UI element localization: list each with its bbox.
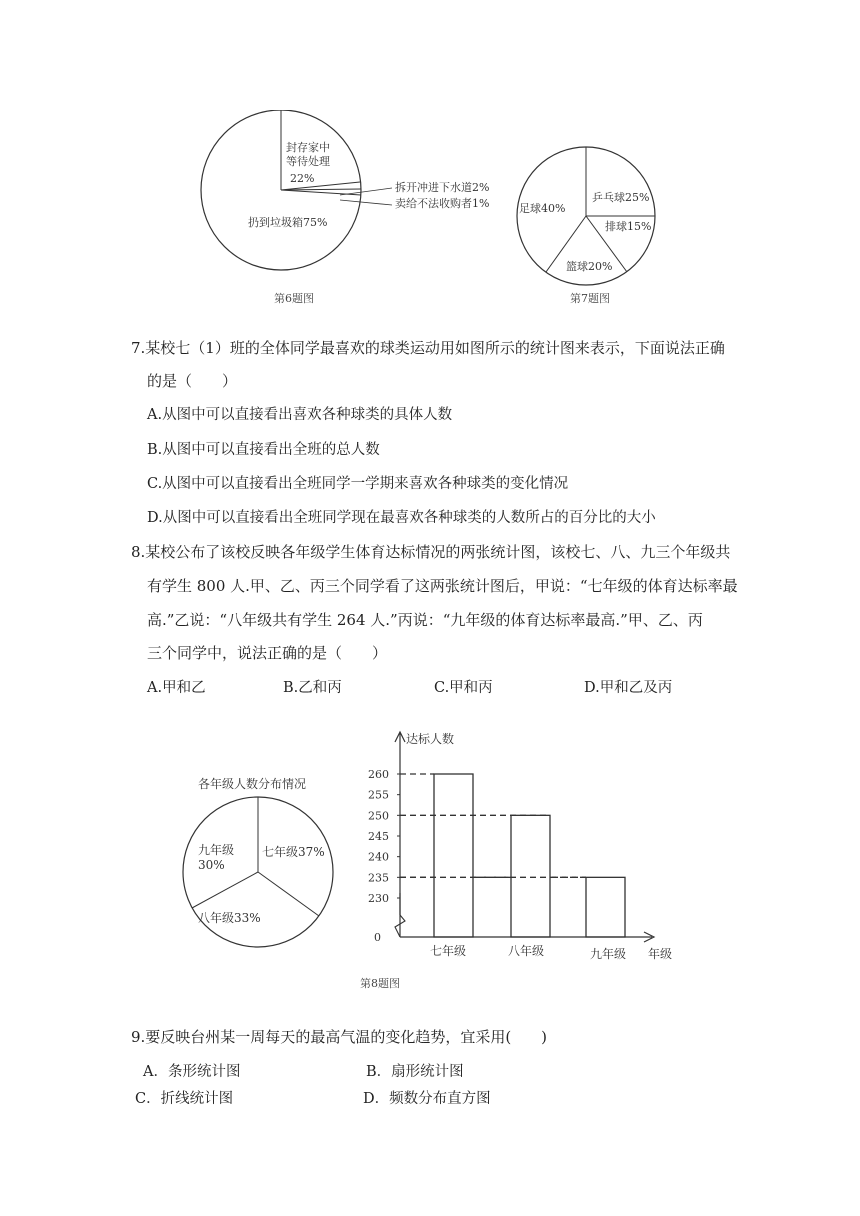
fig6-label-trash: 扔到垃圾箱75% <box>248 216 328 229</box>
q7-option-d: D.从图中可以直接看出全班同学现在最喜欢各种球类的人数所占的百分比的大小 <box>147 510 656 526</box>
fig6-label-stored-value: 22% <box>290 172 315 185</box>
fig8-pie-title: 各年级人数分布情况 <box>198 777 307 791</box>
q7-stem-line-2: 的是（ ） <box>147 372 238 390</box>
q8-stem-line-3: 高.”乙说：“八年级共有学生 264 人.”丙说：“九年级的体育达标率最高.”甲、乙、丙 <box>147 611 703 629</box>
fig7-label-pingpong: 乒乓球25% <box>592 191 650 204</box>
y-tick-label-0: 0 <box>374 931 381 944</box>
fig6-label-stored-2: 等待处理 <box>286 155 330 168</box>
y-tick-label-255: 255 <box>368 788 389 802</box>
fig6-divider-3 <box>281 190 361 195</box>
figure-6-pie-chart <box>190 110 510 310</box>
fig8-divider-right <box>258 872 319 916</box>
q7-option-c: C.从图中可以直接看出全班同学一学期来喜欢各种球类的变化情况 <box>147 476 569 492</box>
fig6-label-sold: 卖给不法收购者1% <box>395 197 490 210</box>
fig7-label-football: 足球40% <box>519 202 566 215</box>
bar-七年级 <box>434 774 473 937</box>
fig8-label-grade9-value: 30% <box>198 858 225 872</box>
x-axis-label: 年级 <box>648 947 673 961</box>
q9-option-a: A．条形统计图 <box>143 1064 241 1080</box>
y-tick-label-240: 240 <box>368 850 389 864</box>
q8-stem-line-2: 有学生 800 人.甲、乙、丙三个同学看了这两张统计图后，甲说：“七年级的体育达标率最 <box>147 577 738 595</box>
q8-option-c: C.甲和丙 <box>434 680 493 696</box>
fig6-caption: 第6题图 <box>274 292 314 305</box>
fig6-label-stored-1: 封存家中 <box>286 141 330 154</box>
y-tick-group <box>368 768 400 905</box>
q9-option-d: D．频数分布直方图 <box>363 1091 491 1107</box>
q7-option-a: A.从图中可以直接看出喜欢各种球类的具体人数 <box>147 407 453 423</box>
y-tick-label-235: 235 <box>368 871 389 885</box>
q8-option-a: A.甲和乙 <box>147 680 206 696</box>
bar-九年级 <box>586 877 625 937</box>
q8-option-b: B.乙和丙 <box>283 680 342 696</box>
fig8-caption: 第8题图 <box>360 977 400 990</box>
q9-option-b: B．扇形统计图 <box>366 1064 464 1080</box>
q7-stem-line-1: 7.某校七（1）班的全体同学最喜欢的球类运动用如图所示的统计图来表示，下面说法正确 <box>131 339 725 357</box>
x-tick-grade8: 八年级 <box>508 944 545 958</box>
x-tick-grade9: 九年级 <box>590 947 627 961</box>
y-tick-label-245: 245 <box>368 830 389 843</box>
q8-stem-line-1: 8.某校公布了该校反映各年级学生体育达标情况的两张统计图，该校七、八、九三个年级共 <box>131 543 731 561</box>
figure-7-pie-chart <box>510 145 670 310</box>
y-tick-label-230: 230 <box>368 892 389 905</box>
fig7-label-basketball: 篮球20% <box>566 260 613 273</box>
q8-option-d: D.甲和乙及丙 <box>584 680 673 696</box>
y-tick-label-260: 260 <box>368 768 389 781</box>
q7-option-b: B.从图中可以直接看出全班的总人数 <box>147 442 380 458</box>
q9-option-c: C．折线统计图 <box>135 1091 234 1107</box>
fig8-label-grade8: 八年级33% <box>198 911 261 925</box>
y-tick-label-250: 250 <box>368 809 389 823</box>
bar-八年级 <box>511 815 550 937</box>
q9-stem: 9.要反映台州某一周每天的最高气温的变化趋势，宜采用( ) <box>131 1028 548 1046</box>
fig6-leader-2 <box>340 200 392 205</box>
x-tick-grade7: 七年级 <box>430 944 467 958</box>
fig7-caption: 第7题图 <box>570 292 610 305</box>
y-axis-label: 达标人数 <box>406 732 455 746</box>
bar-group <box>400 774 625 937</box>
fig7-label-volleyball: 排球15% <box>605 220 652 233</box>
fig8-divider-left <box>192 872 258 908</box>
fig6-label-flush: 拆开冲进下水道2% <box>395 181 490 194</box>
figure-8-bar-chart <box>360 725 690 970</box>
fig8-label-grade7: 七年级37% <box>262 845 325 859</box>
figure-8-pie-chart <box>170 770 350 970</box>
fig8-label-grade9: 九年级 <box>198 843 235 857</box>
q8-stem-line-4: 三个同学中，说法正确的是（ ） <box>147 644 388 662</box>
